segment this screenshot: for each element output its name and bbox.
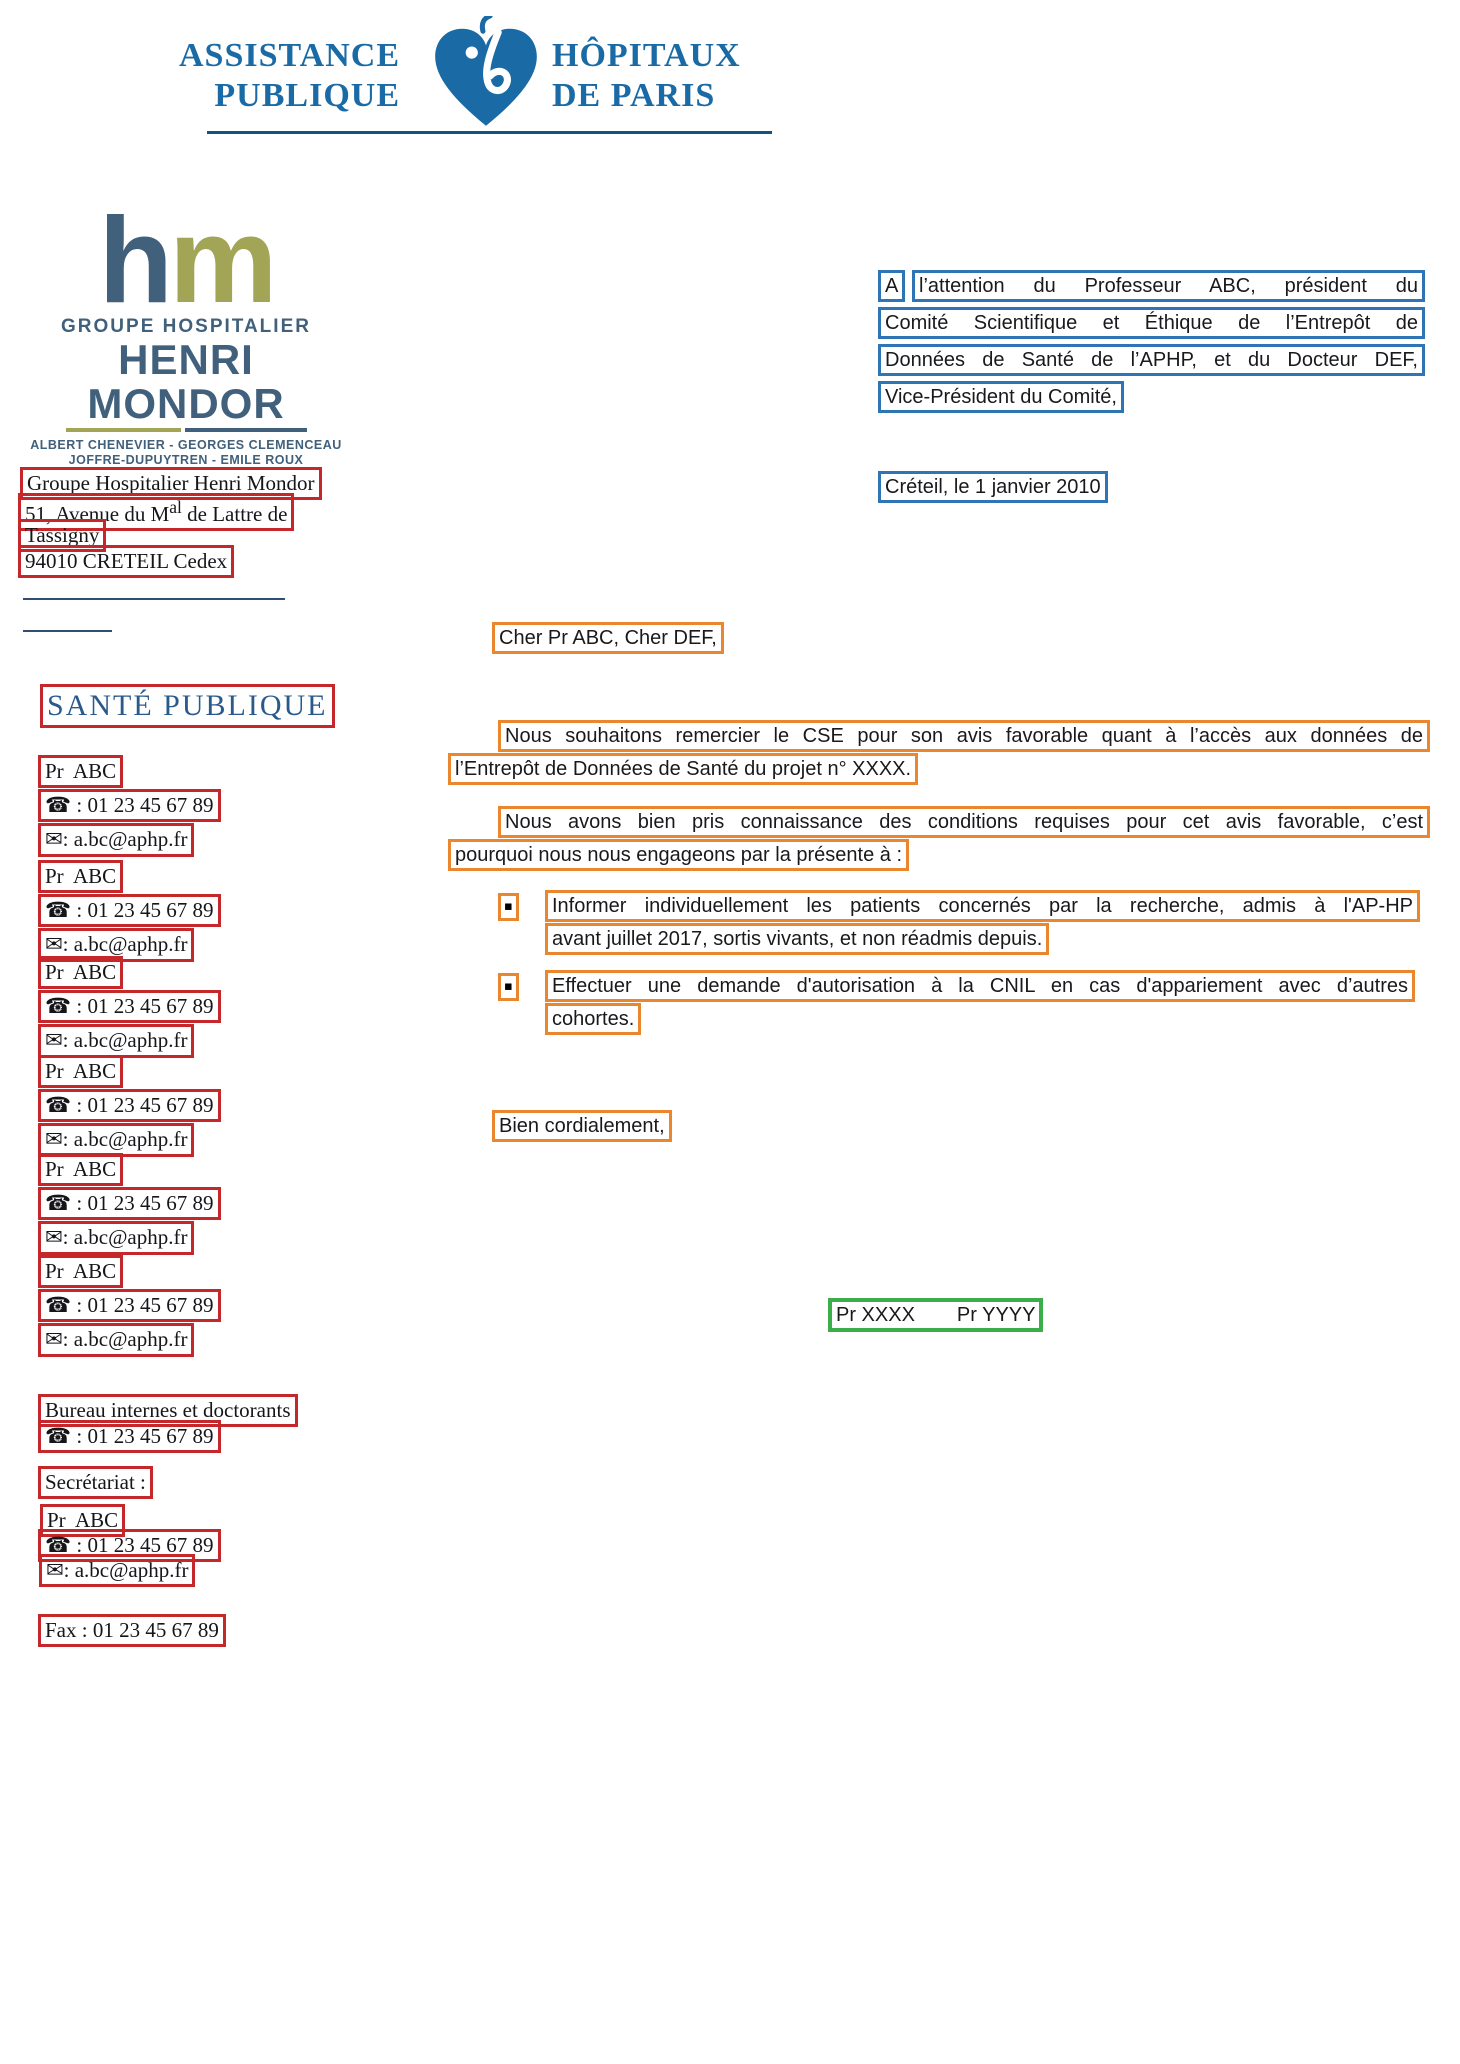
closing: Bien cordialement, bbox=[492, 1110, 672, 1142]
bullet2-line2: cohortes. bbox=[545, 1003, 641, 1035]
contact-phone: ☎ : 01 23 45 67 89 bbox=[38, 1289, 221, 1322]
contact-name: Pr ABC bbox=[38, 1255, 123, 1288]
divider-line-long bbox=[23, 598, 285, 600]
contact-email: ✉: a.bc@aphp.fr bbox=[38, 928, 194, 961]
contact-card bbox=[38, 1055, 318, 1158]
recipient-line-4: Vice-Président du Comité, bbox=[878, 381, 1124, 413]
paragraph1-line1: Nous souhaitons remercier le CSE pour son avis favorable quant à l’accès aux données de bbox=[498, 720, 1430, 752]
bullet2-marker-icon: ▪ bbox=[498, 973, 519, 1001]
email-icon: ✉ bbox=[45, 1127, 63, 1152]
secretariat-phone: ☎ : 01 23 45 67 89 bbox=[38, 1529, 221, 1562]
phone-icon: ☎ bbox=[45, 1293, 72, 1318]
paragraph2-line1: Nous avons bien pris connaissance des conditions requises pour cet avis favorable, c’est bbox=[498, 806, 1430, 838]
hm-monogram-icon: hm bbox=[98, 192, 274, 328]
phone-icon: ☎ bbox=[45, 898, 72, 923]
recipient-line-1: l’attention du Professeur ABC, président du bbox=[912, 270, 1425, 302]
hm-underline bbox=[86, 428, 286, 432]
hm-name: HENRI MONDOR bbox=[87, 336, 285, 427]
contact-name: Pr ABC bbox=[38, 860, 123, 893]
fax-line: Fax : 01 23 45 67 89 bbox=[38, 1614, 226, 1647]
signature-line bbox=[828, 1298, 1043, 1332]
aphp-word-publique: PUBLIQUE bbox=[214, 77, 400, 114]
contact-name: Pr ABC bbox=[38, 1153, 123, 1186]
henri-mondor-logo bbox=[25, 192, 347, 468]
salutation: Cher Pr ABC, Cher DEF, bbox=[492, 622, 724, 654]
bullet1-line2: avant juillet 2017, sortis vivants, et non réadmis depuis. bbox=[545, 923, 1049, 955]
phone-icon: ☎ bbox=[45, 1191, 72, 1216]
contact-card bbox=[38, 1255, 318, 1358]
date-line: Créteil, le 1 janvier 2010 bbox=[878, 471, 1108, 503]
divider-line-short bbox=[23, 630, 112, 632]
email-icon: ✉ bbox=[45, 1028, 63, 1053]
email-icon: ✉ bbox=[45, 1225, 63, 1250]
aphp-word-hopitaux: HÔPITAUX bbox=[552, 37, 741, 74]
bullet2-line1: Effectuer une demande d'autorisation à la CNIL en cas d'appariement avec d’autres bbox=[545, 970, 1415, 1002]
contact-phone: ☎ : 01 23 45 67 89 bbox=[38, 894, 221, 927]
contact-card bbox=[38, 860, 318, 963]
aphp-heart-icon bbox=[425, 16, 547, 138]
aphp-logo-right-text bbox=[552, 36, 741, 116]
bureau-line: Bureau internes et doctorants bbox=[38, 1394, 298, 1427]
recipient-line-2: Comité Scientifique et Éthique de l’Entrepôt de bbox=[878, 307, 1425, 339]
sender-address-line-1: Groupe Hospitalier Henri Mondor bbox=[20, 467, 322, 500]
contact-card bbox=[38, 1153, 318, 1256]
aphp-word-assistance: ASSISTANCE bbox=[178, 37, 400, 74]
contact-card bbox=[38, 755, 318, 858]
contact-name: Pr ABC bbox=[38, 755, 123, 788]
secretariat-label: Secrétariat : bbox=[38, 1466, 153, 1499]
paragraph2-line2: pourquoi nous nous engageons par la présente à : bbox=[448, 839, 909, 871]
contact-email: ✉: a.bc@aphp.fr bbox=[38, 1123, 194, 1156]
contact-email: ✉: a.bc@aphp.fr bbox=[38, 1221, 194, 1254]
phone-icon: ☎ bbox=[45, 1533, 72, 1557]
signature-right: Pr YYYY bbox=[956, 1304, 1036, 1326]
phone-icon: ☎ bbox=[45, 1424, 72, 1448]
sender-address-line-2: 51, Avenue du $M^{al}$ de Lattre de bbox=[18, 493, 294, 531]
department-title: SANTÉ PUBLIQUE bbox=[40, 684, 335, 728]
contact-phone: ☎ : 01 23 45 67 89 bbox=[38, 1187, 221, 1220]
hm-sites-line1: ALBERT CHENEVIER - GEORGES CLEMENCEAU bbox=[30, 438, 342, 452]
contact-name: Pr ABC bbox=[38, 956, 123, 989]
contact-email: ✉: a.bc@aphp.fr bbox=[38, 1024, 194, 1057]
bullet1-line1: Informer individuellement les patients concernés par la recherche, admis à l'AP-HP bbox=[545, 890, 1420, 922]
hm-sites-line2: JOFFRE-DUPUYTREN - EMILE ROUX bbox=[68, 453, 304, 467]
aphp-word-deparis: DE PARIS bbox=[552, 77, 716, 114]
aphp-logo-left-text bbox=[179, 36, 400, 116]
email-icon: ✉ bbox=[45, 932, 63, 957]
sender-address-line-3: Tassigny bbox=[18, 519, 106, 552]
sender-address-line-4: 94010 CRETEIL Cedex bbox=[18, 545, 234, 578]
phone-icon: ☎ bbox=[45, 994, 72, 1019]
hm-groupe-hospitalier: GROUPE HOSPITALIER bbox=[61, 316, 311, 337]
contact-card bbox=[38, 956, 318, 1059]
secretariat-name: Pr ABC bbox=[40, 1504, 125, 1537]
secretariat-email: ✉: a.bc@aphp.fr bbox=[39, 1554, 195, 1587]
phone-icon: ☎ bbox=[45, 1093, 72, 1118]
contact-phone: ☎ : 01 23 45 67 89 bbox=[38, 990, 221, 1023]
contact-email: ✉: a.bc@aphp.fr bbox=[38, 823, 194, 856]
contact-name: Pr ABC bbox=[38, 1055, 123, 1088]
bullet1-marker-icon: ▪ bbox=[498, 893, 519, 921]
email-icon: ✉ bbox=[45, 827, 63, 852]
email-icon: ✉ bbox=[46, 1558, 64, 1582]
paragraph1-line2: l’Entrepôt de Données de Santé du projet n° XXXX. bbox=[448, 753, 918, 785]
email-icon: ✉ bbox=[45, 1327, 63, 1352]
signature-left: Pr XXXX bbox=[836, 1304, 915, 1326]
bureau-phone: ☎ : 01 23 45 67 89 bbox=[38, 1420, 221, 1453]
contact-phone: ☎ : 01 23 45 67 89 bbox=[38, 789, 221, 822]
phone-icon: ☎ bbox=[45, 793, 72, 818]
contact-phone: ☎ : 01 23 45 67 89 bbox=[38, 1089, 221, 1122]
recipient-prefix: A bbox=[878, 270, 905, 302]
contact-email: ✉: a.bc@aphp.fr bbox=[38, 1323, 194, 1356]
recipient-line-3: Données de Santé de l’APHP, et du Docteur DEF, bbox=[878, 344, 1425, 376]
